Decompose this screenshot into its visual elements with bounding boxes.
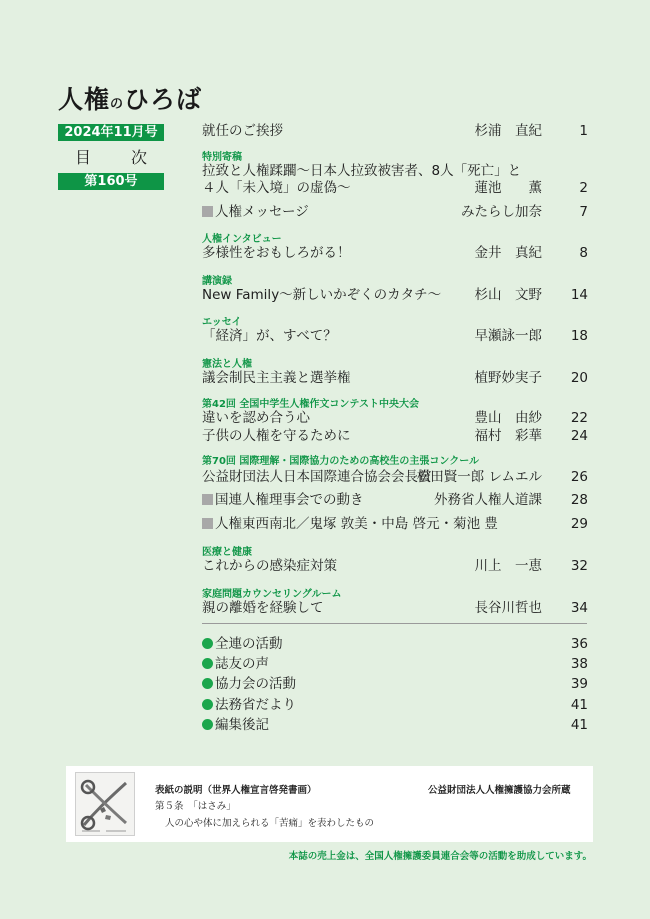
entry-title: 公益財団法人日本国際連合協会会長賞 <box>202 469 432 485</box>
entry-page: 2 <box>579 180 588 196</box>
toc-entry <box>202 369 588 387</box>
entry-page: 14 <box>570 287 588 303</box>
entry-title: 全連の活動 <box>215 636 283 652</box>
entry-title: 議会制民主主義と選挙権 <box>202 370 351 386</box>
toc-entry <box>202 427 588 445</box>
entry-title-wrap <box>202 427 351 445</box>
logo-part-hiroba: ひろば <box>124 85 203 114</box>
entry-page: 34 <box>570 600 588 616</box>
entry-title: これからの感染症対策 <box>202 558 337 574</box>
entry-title-wrap <box>202 515 498 533</box>
toc-category: 特別寄稿 <box>202 152 242 163</box>
cover-description: 人の心や体に加えられる「苦痛」を表わしたもの <box>165 818 375 829</box>
section-divider <box>202 623 587 624</box>
entry-title: 就任のご挨拶 <box>202 123 283 139</box>
toc-category: 講演録 <box>202 276 232 287</box>
entry-author: 外務省人権人道課 <box>434 492 542 508</box>
entry-page: 24 <box>570 428 588 444</box>
entry-title-wrap <box>202 327 337 345</box>
scissors-artwork-icon <box>76 773 134 835</box>
entry-page: 29 <box>570 516 588 532</box>
toc-entry <box>202 635 588 653</box>
entry-page: 20 <box>570 370 588 386</box>
cover-description-box <box>66 766 593 842</box>
toc-category: 家庭問題カウンセリングルーム <box>202 589 342 600</box>
toc-entry <box>202 327 588 345</box>
green-circle-bullet-icon <box>202 658 213 669</box>
issue-number-badge: 第160号 <box>58 173 164 190</box>
green-circle-bullet-icon <box>202 719 213 730</box>
toc-entry <box>202 675 588 693</box>
gray-square-marker-icon <box>202 206 213 217</box>
entry-page: 7 <box>579 204 588 220</box>
toc-entry <box>202 515 588 533</box>
gray-square-marker-icon <box>202 494 213 505</box>
entry-page: 8 <box>579 245 588 261</box>
toc-entry <box>202 122 588 140</box>
entry-title: New Family～新しいかぞくのカタチ～ <box>202 287 442 303</box>
entry-title: 「経済」が、すべて？ <box>202 328 337 344</box>
entry-page: 28 <box>570 492 588 508</box>
entry-author: 金井 真紀 <box>474 245 542 261</box>
entry-page: 32 <box>570 558 588 574</box>
green-circle-bullet-icon <box>202 638 213 649</box>
entry-author: 川上 一恵 <box>474 558 542 574</box>
entry-author: 福村 彩華 <box>474 428 542 444</box>
entry-author: 豊山 由紗 <box>474 410 542 426</box>
entry-page: 38 <box>570 656 588 672</box>
toc-entry <box>202 468 588 486</box>
cover-owner: 公益財団法人人権擁護協力会所蔵 <box>428 785 571 796</box>
entry-page: 1 <box>579 123 588 139</box>
entry-title-wrap <box>202 675 296 693</box>
entry-page: 22 <box>570 410 588 426</box>
entry-author: みたらし加奈 <box>461 204 542 220</box>
green-circle-bullet-icon <box>202 678 213 689</box>
entry-page: 41 <box>570 697 588 713</box>
entry-title-wrap <box>202 203 309 221</box>
entry-page: 39 <box>570 676 588 692</box>
toc-entry <box>202 716 588 734</box>
entry-title-wrap <box>202 369 351 387</box>
toc-entry <box>202 203 588 221</box>
entry-title: 親の離婚を経験して <box>202 600 324 616</box>
green-circle-bullet-icon <box>202 699 213 710</box>
entry-title: ４人「未入境」の虚偽～ <box>202 180 351 196</box>
entry-title: 編集後記 <box>215 717 269 733</box>
entry-author: 植野妙実子 <box>474 370 542 386</box>
logo-part-jinken: 人権 <box>58 85 111 114</box>
entry-page: 26 <box>570 469 588 485</box>
toc-entry <box>202 244 588 262</box>
entry-author: 松田賢一郎 レムエル <box>416 469 542 485</box>
toc-entry <box>202 696 588 714</box>
entry-title: 人権東西南北／鬼塚 敦美・中島 啓元・菊池 豊 <box>215 516 498 532</box>
entry-title-wrap <box>202 162 521 180</box>
magazine-logo <box>58 80 202 116</box>
entry-page: 36 <box>570 636 588 652</box>
toc-entry <box>202 599 588 617</box>
toc-category: 医療と健康 <box>202 547 252 558</box>
entry-title-wrap <box>202 599 324 617</box>
cover-thumbnail <box>75 772 135 836</box>
entry-author: 長谷川哲也 <box>474 600 542 616</box>
entry-title: 子供の人権を守るために <box>202 428 351 444</box>
toc-category: 第42回 全国中学生人権作文コンテスト中央大会 <box>202 399 419 410</box>
entry-title-wrap <box>202 635 283 653</box>
entry-title: 拉致と人権蹂躙～日本人拉致被害者、8人「死亡」と <box>202 163 522 179</box>
gray-square-marker-icon <box>202 518 213 529</box>
entry-title: 違いを認め合う心 <box>202 410 310 426</box>
toc-entry <box>202 557 588 575</box>
entry-title: 誌友の声 <box>215 656 269 672</box>
entry-title-wrap <box>202 409 310 427</box>
toc-entry <box>202 491 588 509</box>
toc-entry <box>202 162 588 180</box>
entry-title: 協力会の活動 <box>215 676 296 692</box>
footer-note: 本誌の売上金は、全国人権擁護委員連合会等の活動を助成しています。 <box>288 851 592 862</box>
entry-title-wrap <box>202 122 283 140</box>
contents-heading: 目 次 <box>74 148 159 167</box>
entry-title: 多様性をおもしろがる！ <box>202 245 351 261</box>
entry-title-wrap <box>202 491 364 509</box>
issue-date-badge: 2024年11月号 <box>58 124 164 141</box>
entry-author: 蓮池 薫 <box>474 180 542 196</box>
toc-entry <box>202 655 588 673</box>
entry-title-wrap <box>202 696 296 714</box>
toc-entry <box>202 409 588 427</box>
toc-entry <box>202 286 588 304</box>
toc-category: 人権インタビュー <box>202 234 282 245</box>
entry-title: 法務省だより <box>215 697 296 713</box>
toc-category: エッセイ <box>202 317 242 328</box>
entry-title-wrap <box>202 655 269 673</box>
entry-title-wrap <box>202 244 351 262</box>
entry-title: 人権メッセージ <box>215 204 309 220</box>
entry-title-wrap <box>202 286 441 304</box>
toc-category: 第70回 国際理解・国際協力のための高校生の主張コンクール <box>202 456 479 467</box>
entry-author: 早瀬詠一郎 <box>474 328 542 344</box>
cover-article: 第５条 「はさみ」 <box>155 801 236 812</box>
entry-page: 18 <box>570 328 588 344</box>
toc-entry <box>202 179 588 197</box>
entry-page: 41 <box>570 717 588 733</box>
entry-title-wrap <box>202 557 337 575</box>
cover-title: 表紙の説明（世界人権宣言啓発書画） <box>155 785 317 796</box>
entry-title-wrap <box>202 468 432 486</box>
toc-category: 憲法と人権 <box>202 359 252 370</box>
logo-part-no: の <box>110 97 125 112</box>
entry-author: 杉浦 直紀 <box>474 123 542 139</box>
entry-title-wrap <box>202 716 269 734</box>
entry-author: 杉山 文野 <box>474 287 542 303</box>
entry-title: 国連人権理事会での動き <box>215 492 364 508</box>
entry-title-wrap <box>202 179 351 197</box>
